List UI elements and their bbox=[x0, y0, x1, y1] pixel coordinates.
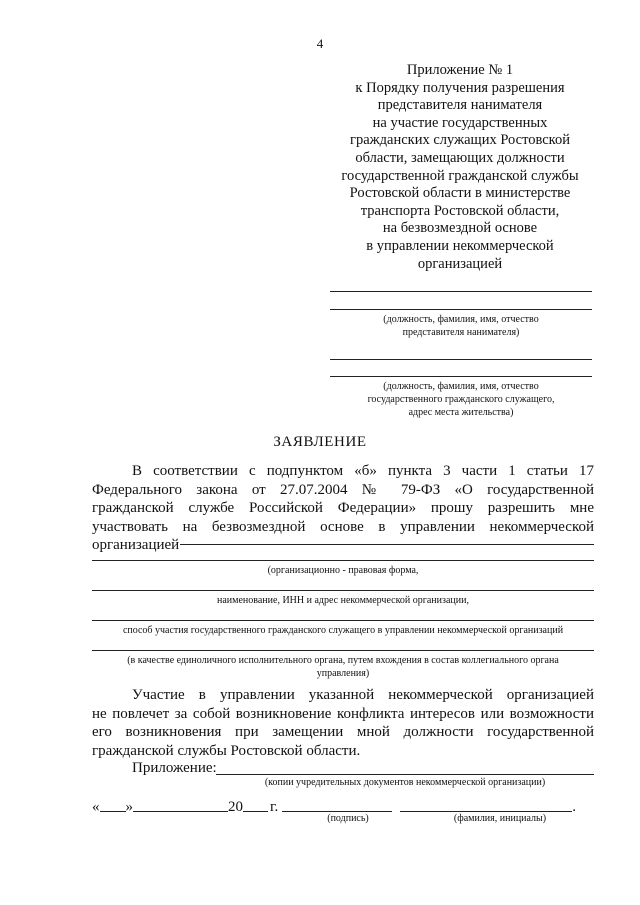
paragraph-line: его возникновения при замещении мной должности государственной bbox=[92, 724, 594, 740]
appendix-line: государственной гражданской службы bbox=[341, 167, 579, 184]
signature-field[interactable] bbox=[282, 797, 392, 812]
signature-caption: (подпись) bbox=[327, 813, 369, 824]
appendix-line: в управлении некоммерческой bbox=[366, 237, 554, 254]
org-form-caption: (организационно - правовая форма, bbox=[267, 565, 419, 576]
page-number: 4 bbox=[316, 36, 324, 51]
day-field[interactable] bbox=[100, 797, 126, 812]
quote-close: » bbox=[125, 799, 133, 815]
name-caption: (фамилия, инициалы) bbox=[453, 813, 547, 824]
organization-field-line-0[interactable] bbox=[180, 544, 594, 545]
paragraph-line: не повлечет за собой возникновение конфликта интересов или возможности bbox=[92, 705, 594, 722]
attachment-label: Приложение: bbox=[132, 760, 217, 776]
appendix-line: на участие государственных bbox=[372, 114, 548, 131]
org-method-caption: способ участия государственного гражданского служащего в управлении некоммерческой организаций bbox=[122, 625, 564, 636]
appendix-line: представителя нанимателя bbox=[377, 97, 543, 114]
representative-field-line-1[interactable] bbox=[330, 291, 592, 292]
month-field[interactable] bbox=[133, 797, 228, 812]
attachment-field[interactable] bbox=[216, 774, 594, 775]
organization-field-line-2[interactable] bbox=[92, 590, 594, 591]
conflict-paragraph bbox=[92, 686, 594, 760]
paragraph-line: организацией bbox=[92, 537, 180, 553]
appendix-line: транспорта Ростовской области, bbox=[360, 202, 560, 219]
employee-caption: (должность, фамилия, имя, отчество государственного гражданского служащего, адрес места жительства) bbox=[367, 381, 555, 418]
appendix-line: к Порядку получения разрешения bbox=[355, 79, 565, 96]
appendix-line: на безвозмездной основе bbox=[382, 220, 538, 237]
year-suffix: г. bbox=[270, 799, 279, 815]
name-field[interactable] bbox=[400, 797, 572, 812]
organization-field-line-3[interactable] bbox=[92, 620, 594, 621]
appendix-line: гражданских служащих Ростовской bbox=[350, 132, 570, 149]
organization-field-line-1[interactable] bbox=[92, 560, 594, 561]
document-title: ЗАЯВЛЕНИЕ bbox=[273, 434, 367, 450]
paragraph-line: Участие в управлении указанной некоммерческой организацией bbox=[132, 687, 594, 703]
appendix-line: Ростовской области в министерстве bbox=[349, 185, 571, 202]
quote-open: « bbox=[92, 799, 100, 815]
appendix-line: организацией bbox=[417, 255, 503, 272]
organization-field-line-4[interactable] bbox=[92, 650, 594, 651]
request-paragraph bbox=[92, 462, 594, 555]
representative-caption: (должность, фамилия, имя, отчество представителя нанимателя) bbox=[383, 314, 539, 338]
employee-field-line-1[interactable] bbox=[330, 359, 592, 360]
paragraph-line: гражданской службы Ростовской области. bbox=[92, 742, 361, 759]
paragraph-line: Федерального закона от 27.07.2004 № 79-ФЗ «О государственной bbox=[92, 481, 594, 498]
employee-field-line-2[interactable] bbox=[330, 376, 592, 377]
row-end: . bbox=[572, 799, 576, 815]
representative-field-line-2[interactable] bbox=[330, 309, 592, 310]
year-prefix: 20 bbox=[228, 799, 243, 815]
paragraph-line: участвовать на безвозмездной основе в управлении некоммерческой bbox=[92, 518, 594, 535]
appendix-line: области, замещающих должности bbox=[355, 149, 565, 166]
appendix-line: Приложение № 1 bbox=[406, 62, 514, 78]
paragraph-line: гражданской службе Российской Федерации» прошу разрешить мне bbox=[92, 500, 594, 516]
appendix-block bbox=[320, 62, 600, 273]
org-name-caption: наименование, ИНН и адрес некоммерческой организации, bbox=[217, 595, 469, 606]
attachment-caption: (копии учредительных документов некоммерческой организации) bbox=[264, 777, 546, 788]
year-field[interactable] bbox=[243, 797, 268, 812]
paragraph-line: В соответствии с подпунктом «б» пункта 3 части 1 статьи 17 bbox=[132, 463, 594, 479]
org-role-caption: (в качестве единоличного исполнительного органа, путем вхождения в состав коллегиального органа управления) bbox=[127, 655, 559, 679]
